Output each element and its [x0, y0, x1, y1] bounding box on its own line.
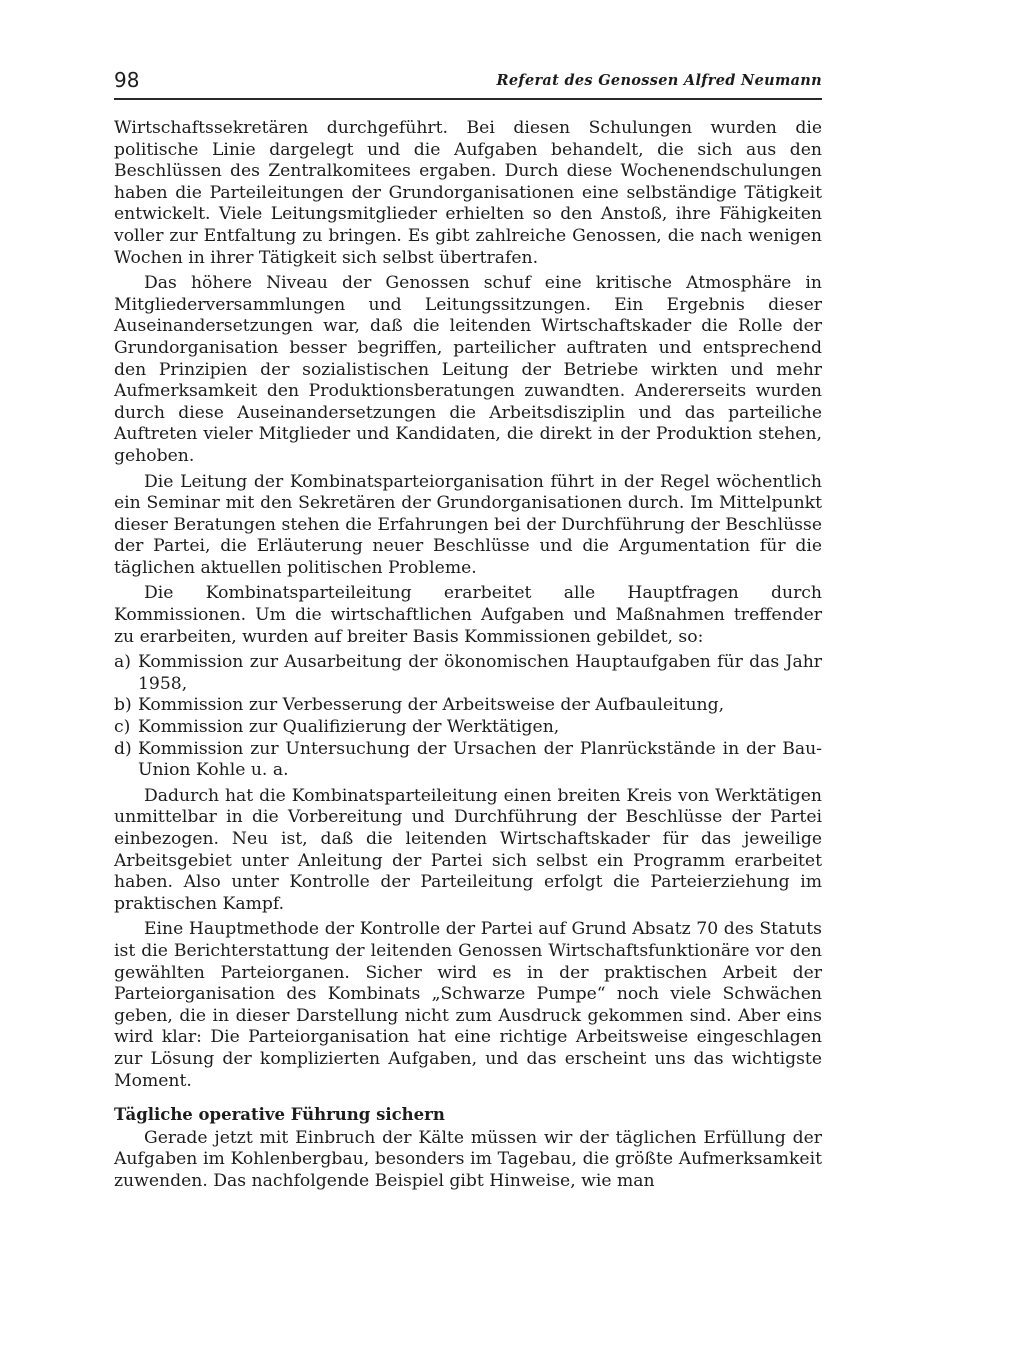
list-item [114, 652, 822, 695]
list-item [114, 739, 822, 782]
section-heading: Tägliche operative Führung sichern [114, 1105, 445, 1125]
list-item-text: Kommission zur Qualifizierung der Werktätigen, [138, 717, 560, 738]
paragraph-3: Die Leitung der Kombinatsparteiorganisation führt in der Regel wöchentlich ein Seminar mit den Sekretären der Grundorganisationen durch. Im Mittelpunkt dieser Beratungen stehen die Erfahrungen bei der Durchführung der Beschlüsse der Partei, die Erläuterung neuer Beschlüsse und die Argumentation für die täglichen aktuellen politischen Probleme. [114, 471, 822, 578]
page-header [114, 68, 822, 100]
paragraph-6: Eine Hauptmethode der Kontrolle der Partei auf Grund Absatz 70 des Statuts ist die Berichterstattung der leitenden Genossen Wirtschaftsfunktionäre vor den gewählten Parteiorganen. Sicher wird es in der praktischen Arbeit der Parteiorganisation des Kombinats „Schwarze Pumpe“ noch viele Schwächen geben, die in dieser Darstellung nicht zum Ausdruck gekommen sind. Aber eins wird klar: Die Parteiorganisation hat eine richtige Arbeitsweise eingeschlagen zur Lösung der komplizierten Aufgaben, und das erscheint uns das wichtigste Moment. [114, 919, 822, 1091]
body-text [114, 118, 822, 1197]
commission-list [114, 652, 822, 782]
list-marker: c) [114, 717, 131, 738]
running-title: Referat des Genossen Alfred Neumann [496, 72, 822, 89]
paragraph-4: Die Kombinatsparteileitung erarbeitet alle Hauptfragen durch Kommissionen. Um die wirtschaftlichen Aufgaben und Maßnahmen treffender zu erarbeiten, wurden auf breiter Basis Kommissionen gebildet, so: [114, 583, 822, 647]
list-marker: b) [114, 695, 132, 716]
list-item [114, 695, 822, 717]
list-item-text: Kommission zur Untersuchung der Ursachen der Planrückstände in der Bau-Union Kohle u. a. [138, 738, 822, 781]
list-item-text: Kommission zur Verbesserung der Arbeitsweise der Aufbauleitung, [138, 695, 725, 716]
page-number: 98 [114, 68, 140, 92]
paragraph-7: Gerade jetzt mit Einbruch der Kälte müssen wir der täglichen Erfüllung der Aufgaben im Kohlenbergbau, besonders im Tagebau, die größte Aufmerksamkeit zuwenden. Das nachfolgende Beispiel gibt Hinweise, wie man [114, 1127, 822, 1191]
list-item [114, 717, 822, 739]
list-marker: a) [114, 652, 131, 673]
list-item-text: Kommission zur Ausarbeitung der ökonomischen Hauptaufgaben für das Jahr 1958, [138, 652, 822, 694]
paragraph-5: Dadurch hat die Kombinatsparteileitung einen breiten Kreis von Werktätigen unmittelbar in die Vorbereitung und Durchführung der Beschlüsse der Partei einbezogen. Neu ist, daß die leitenden Wirtschaftskader für das jeweilige Arbeitsgebiet unter Anleitung der Partei sich selbst ein Programm erarbeitet haben. Also unter Kontrolle der Parteileitung erfolgt die Parteierziehung im praktischen Kampf. [114, 785, 822, 914]
list-marker: d) [114, 738, 132, 759]
paragraph-1: Wirtschaftssekretären durchgeführt. Bei diesen Schulungen wurden die politische Linie dargelegt und die Aufgaben behandelt, die sich aus den Beschlüssen des Zentralkomitees ergaben. Durch diese Wochenendschulungen haben die Parteileitungen der Grundorganisationen eine selbständige Tätigkeit entwickelt. Viele Leitungsmitglieder erhielten so den Anstoß, ihre Fähigkeiten voller zur Entfaltung zu bringen. Es gibt zahlreiche Genossen, die nach wenigen Wochen in ihrer Tätigkeit sich selbst übertrafen. [114, 118, 822, 268]
paragraph-2: Das höhere Niveau der Genossen schuf eine kritische Atmosphäre in Mitgliederversammlungen und Leitungssitzungen. Ein Ergebnis dieser Auseinandersetzungen war, daß die leitenden Wirtschaftskader die Rolle der Grundorganisation besser begriffen, parteilicher auftraten und entsprechend den Prinzipien der sozialistischen Leitung der Betriebe wirkten und mehr Aufmerksamkeit den Produktionsberatungen zuwandten. Andererseits wurden durch diese Auseinandersetzungen die Arbeitsdisziplin und das parteiliche Auftreten vieler Mitglieder und Kandidaten, die direkt in der Produktion stehen, gehoben. [114, 273, 822, 466]
